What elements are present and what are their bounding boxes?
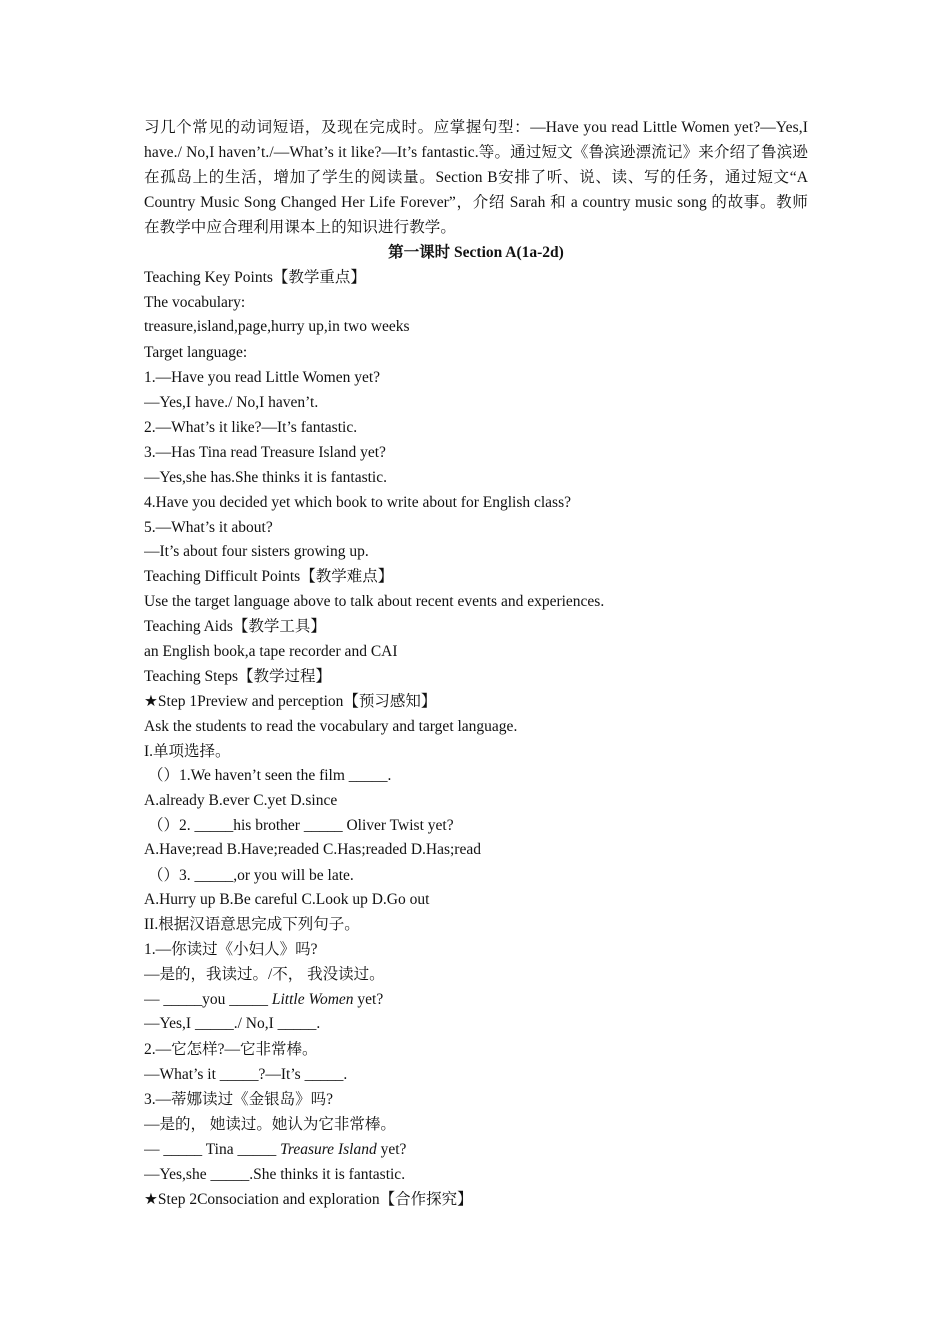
completion-1-english [144,987,808,1012]
document-page [144,115,808,1212]
completion-3-answer: —Yes,she _____.She thinks it is fantastic. [144,1165,406,1183]
completion-1-chinese: —是的，我读过。/不， 我没读过。 [144,966,385,983]
target-sentence-3: 3.—Has Tina read Treasure Island yet? [144,443,386,461]
book-title-little-women: Little Women [271,991,354,1008]
completion-3-prompt: 3.—蒂娜读过《金银岛》吗? [144,1090,334,1108]
completion-2-english: —What’s it _____?—It’s _____. [144,1065,348,1083]
target-language-heading: Target language: [144,343,248,361]
step-2-heading: ★Step 2Consociation and exploration【合作探究】 [144,1190,473,1208]
target-sentence-5: 5.—What’s it about? [144,518,273,536]
difficult-points-heading: Teaching Difficult Points【教学难点】 [144,568,394,585]
step-1-text: Ask the students to read the vocabulary and target language. [144,718,518,735]
question-2-options: A.Have;read B.Have;readed C.Has;readed D.Has;read [144,841,481,858]
difficult-points-text: Use the target language above to talk about recent events and experiences. [144,593,605,610]
completion-3-english [144,1137,808,1162]
completion-1-english-start: — _____you _____ [144,991,272,1008]
key-points-heading: Teaching Key Points【教学重点】 [144,269,366,286]
target-sentence-5-answer: —It’s about four sisters growing up. [144,542,369,560]
completion-3-english-end: yet? [376,1140,407,1158]
book-title-treasure-island: Treasure Island [280,1140,377,1158]
step-1-heading: ★Step 1Preview and perception【预习感知】 [144,693,437,710]
completion-3-english-start: — _____ Tina _____ [144,1140,281,1158]
teaching-steps-heading: Teaching Steps【教学过程】 [144,668,332,685]
teaching-aids-heading: Teaching Aids【教学工具】 [144,618,326,635]
completion-1-english-end: yet? [353,991,384,1008]
target-sentence-4: 4.Have you decided yet which book to write about for English class? [144,493,571,511]
section-1-heading: I.单项选择。 [144,743,231,760]
teaching-aids-text: an English book,a tape recorder and CAI [144,643,398,660]
vocabulary-heading: The vocabulary: [144,294,246,311]
completion-3-chinese: —是的， 她读过。她认为它非常棒。 [144,1115,396,1133]
question-2: （）2. _____his brother _____ Oliver Twist yet? [148,817,454,834]
completion-1-answer: —Yes,I _____./ No,I _____. [144,1015,321,1032]
completion-1-prompt: 1.—你读过《小妇人》吗? [144,941,318,958]
vocabulary-list: treasure,island,page,hurry up,in two weeks [144,318,410,335]
target-sentence-1: 1.—Have you read Little Women yet? [144,368,381,386]
section-2-heading: II.根据汉语意思完成下列句子。 [144,916,360,933]
target-sentence-2: 2.—What’s it like?—It’s fantastic. [144,418,358,436]
question-3: （）3. _____,or you will be late. [148,866,354,884]
completion-2-prompt: 2.—它怎样?—它非常棒。 [144,1040,318,1058]
question-3-options: A.Hurry up B.Be careful C.Look up D.Go out [144,890,430,908]
target-sentence-1-answer: —Yes,I have./ No,I haven’t. [144,393,319,411]
target-sentence-3-answer: —Yes,she has.She thinks it is fantastic. [144,468,387,486]
question-1: （）1.We haven’t seen the film _____. [148,767,392,784]
intro-paragraph: 习几个常见的动词短语，及现在完成时。应掌握句型：—Have you read Little Women yet?—Yes,I have./ No,I haven’t./—What’s it like?—It’s fantastic.等。通过短文《鲁滨逊漂流记》来介绍了鲁滨逊在孤岛上的生活，增加了学生的阅读量。Section B安排了听、说、读、写的任务，通过短文“A Country Music Song Changed Her Life Forever”，介绍 Sarah 和 a country music song 的故事。教师在教学中应合理利用课本上的知识进行教学。 [144,119,808,236]
lesson-title: 第一课时 Section A(1a-2d) [388,244,564,261]
question-1-options: A.already B.ever C.yet D.since [144,791,338,809]
